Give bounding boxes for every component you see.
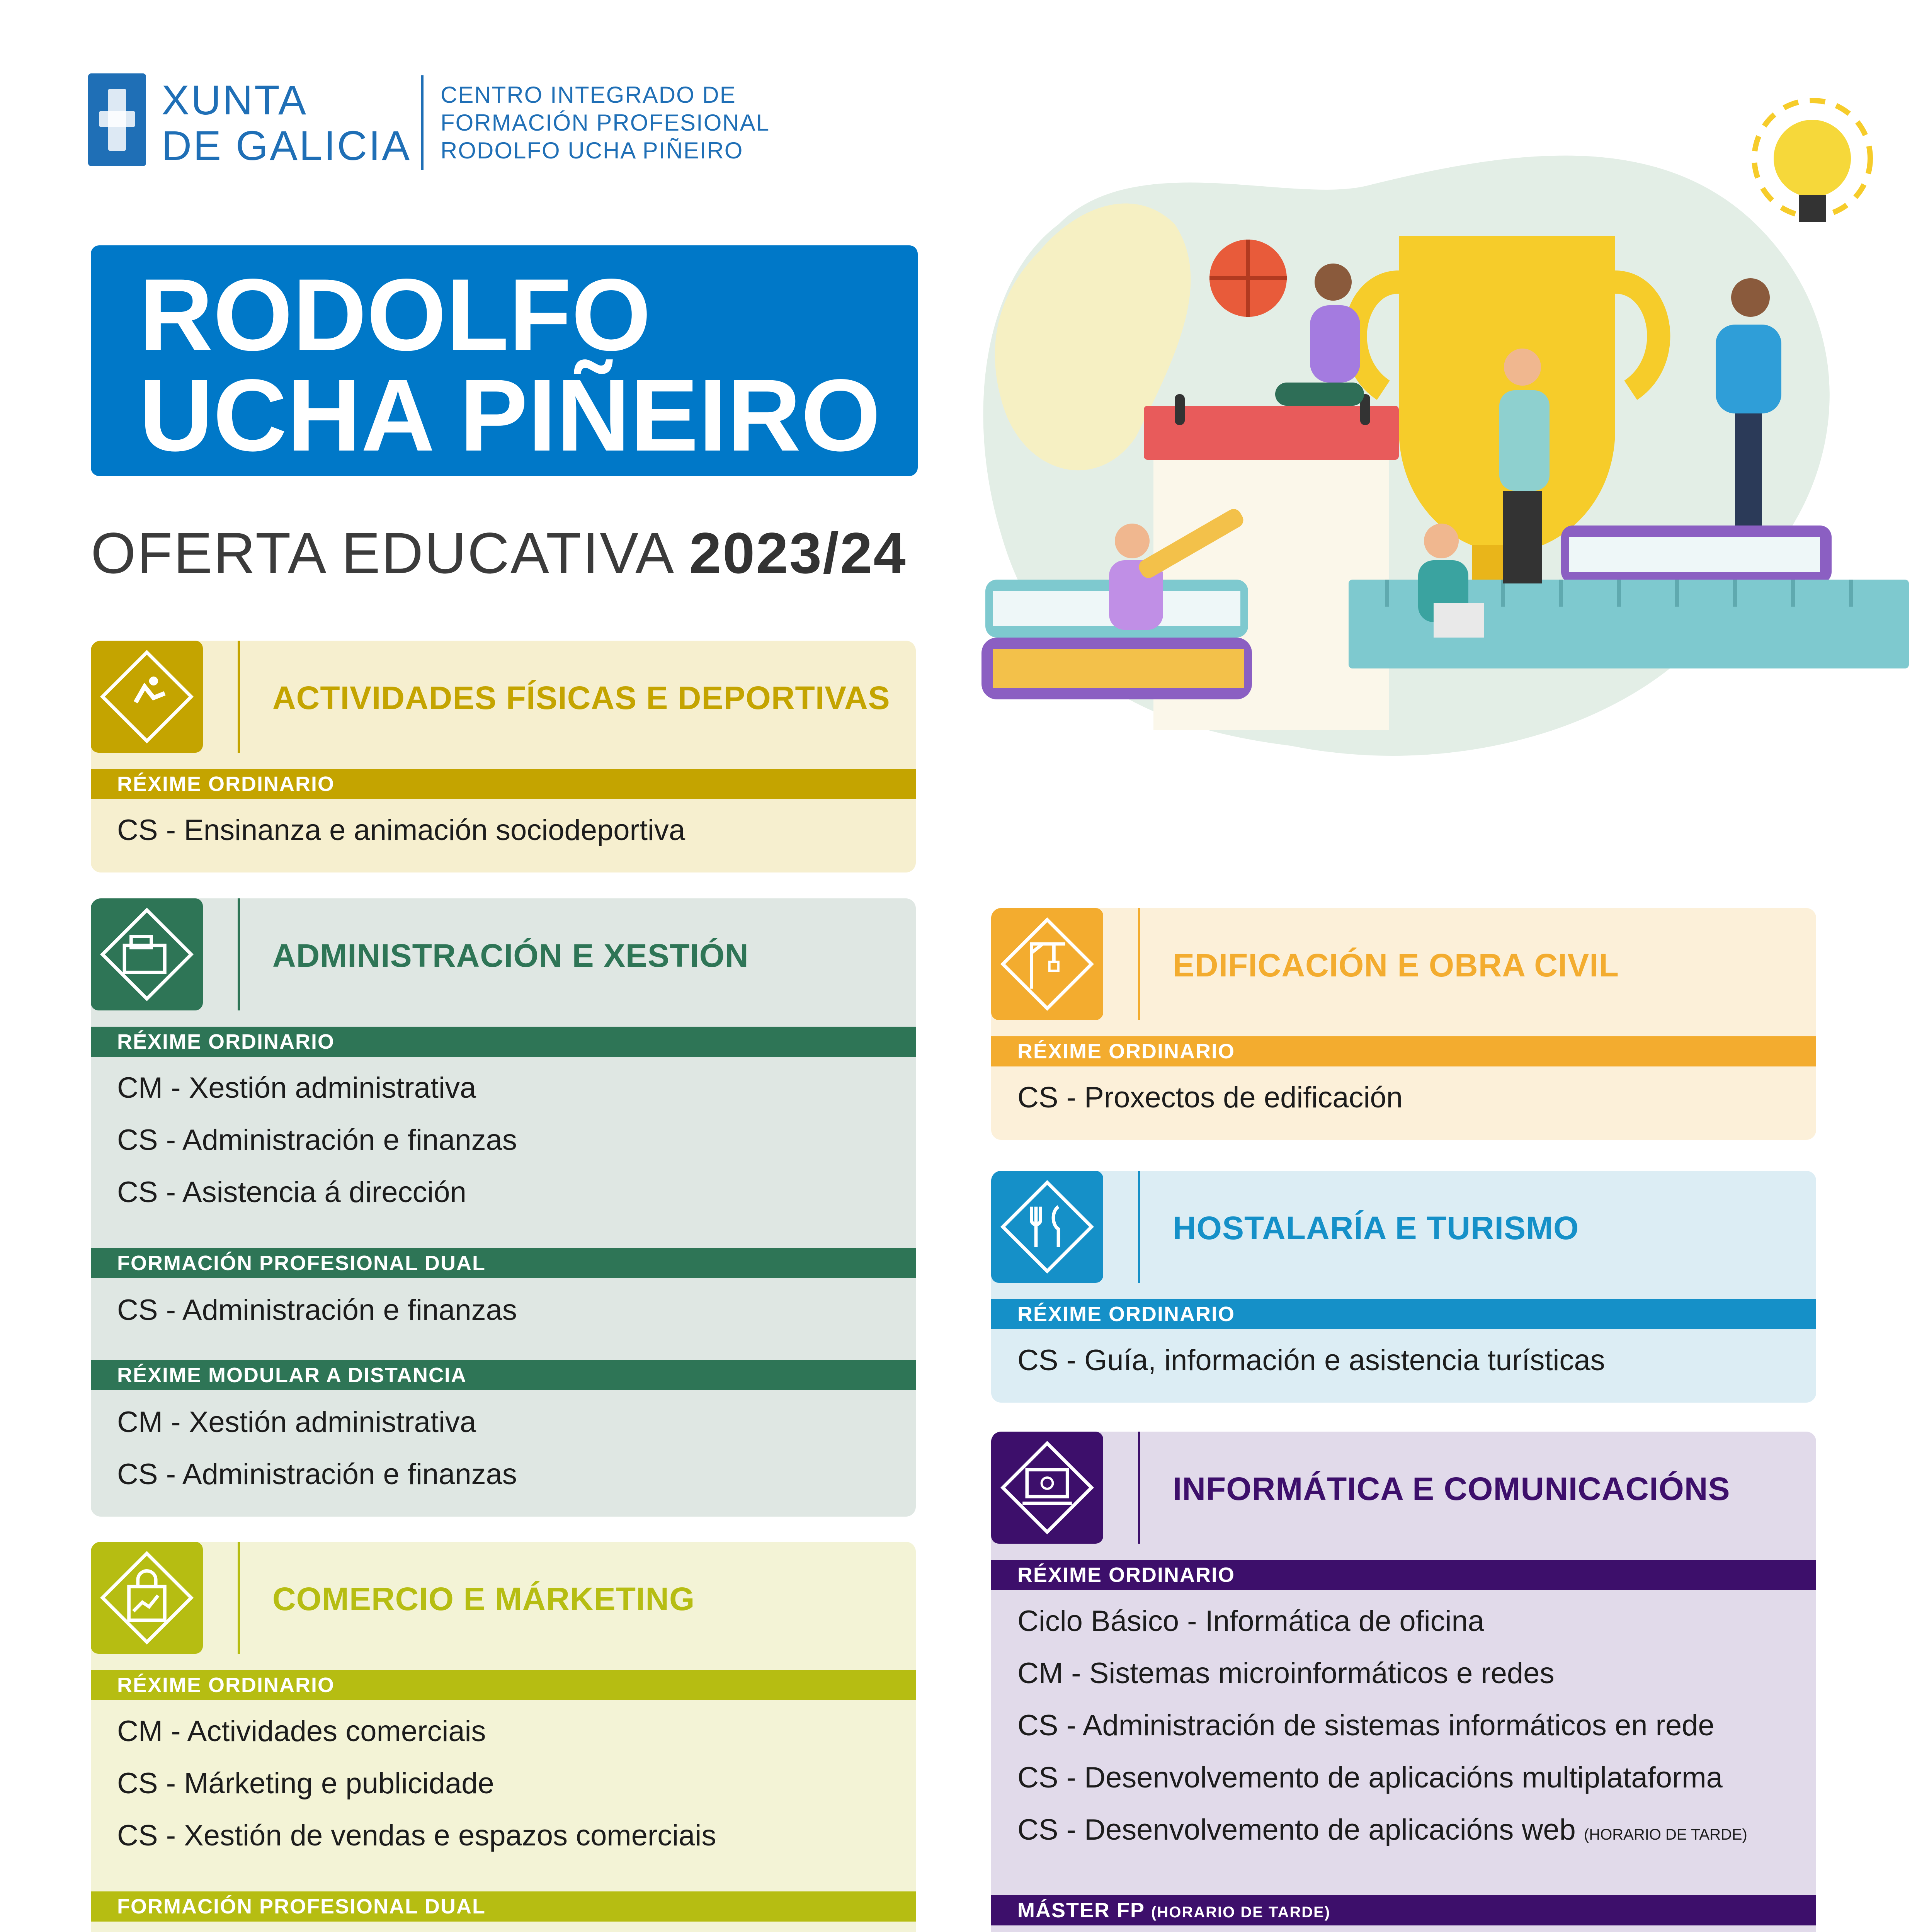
course-item: Ciclo Básico - Informática de oficina — [1017, 1605, 1485, 1638]
computer-icon — [991, 1432, 1103, 1544]
category-card-sport — [91, 641, 916, 872]
course-item: CS - Administración e finanzas — [117, 1294, 517, 1327]
course-item: CS - Desenvolvemento de aplicacións multiplataforma — [1017, 1761, 1723, 1794]
galicia-shield-icon — [88, 73, 146, 166]
category-card-building — [991, 908, 1816, 1140]
course-item: CS - Administración de sistemas informáticos en rede — [1017, 1709, 1715, 1742]
crane-icon — [991, 908, 1103, 1020]
category-card-it — [991, 1432, 1816, 1932]
center-line1: CENTRO INTEGRADO DE — [441, 82, 736, 108]
course-item: CM - Xestión administrativa — [117, 1071, 476, 1104]
regime-label — [991, 1895, 1816, 1925]
center-line2: FORMACIÓN PROFESIONAL — [441, 110, 770, 136]
category-title: COMERCIO E MÁRKETING — [272, 1581, 695, 1617]
offer-heading — [91, 520, 907, 587]
course-note: (HORARIO DE TARDE) — [1584, 1826, 1747, 1843]
offer-year: 2023/24 — [689, 520, 907, 585]
offer-label: OFERTA EDUCATIVA — [91, 520, 672, 585]
category-card-commerce — [91, 1542, 916, 1932]
regime-label: RÉXIME ORDINARIO — [91, 1027, 916, 1057]
shopping-bag-icon — [91, 1542, 203, 1654]
course-item: CS - Guía, información e asistencia turísticas — [1017, 1344, 1605, 1377]
category-card-admin — [91, 898, 916, 1517]
students-illustration — [943, 89, 1909, 842]
category-title: EDIFICACIÓN E OBRA CIVIL — [1173, 947, 1619, 983]
regime-label: RÉXIME ORDINARIO — [91, 1670, 916, 1700]
course-item: CM - Sistemas microinformáticos e redes — [1017, 1657, 1555, 1690]
page-title — [91, 245, 918, 476]
xunta-line2: DE GALICIA — [162, 122, 412, 169]
regime-label-text: MÁSTER FP — [1017, 1899, 1145, 1922]
course-item: CS - Xestión de vendas e espazos comerciais — [117, 1819, 716, 1852]
header-divider — [421, 75, 424, 170]
office-icon — [91, 898, 203, 1010]
regime-label: FORMACIÓN PROFESIONAL DUAL — [91, 1248, 916, 1278]
category-title: INFORMÁTICA E COMUNICACIÓNS — [1173, 1471, 1730, 1507]
regime-label: RÉXIME ORDINARIO — [991, 1299, 1816, 1329]
course-item: CS - Proxectos de edificación — [1017, 1081, 1403, 1114]
course-item: CM - Actividades comerciais — [117, 1715, 486, 1748]
course-item: CS - Asistencia á dirección — [117, 1176, 466, 1209]
course-item — [1017, 1812, 1747, 1852]
category-title: ACTIVIDADES FÍSICAS E DEPORTIVAS — [272, 680, 890, 716]
course-item: CM - Xestión administrativa — [117, 1406, 476, 1439]
category-card-tourism — [991, 1171, 1816, 1403]
cutlery-icon — [991, 1171, 1103, 1283]
regime-label: RÉXIME ORDINARIO — [991, 1036, 1816, 1066]
center-line3: RODOLFO UCHA PIÑEIRO — [441, 138, 743, 163]
center-name — [441, 81, 770, 165]
category-title: HOSTALARÍA E TURISMO — [1173, 1210, 1579, 1246]
course-item: CS - Ensinanza e animación sociodeportiva — [117, 814, 685, 847]
course-item: CS - Márketing e publicidade — [117, 1767, 494, 1800]
regime-label: RÉXIME ORDINARIO — [991, 1560, 1816, 1590]
xunta-logo — [88, 73, 455, 174]
course-item-text: CS - Desenvolvemento de aplicacións web — [1017, 1813, 1576, 1846]
regime-label: RÉXIME ORDINARIO — [91, 769, 916, 799]
regime-label: RÉXIME MODULAR A DISTANCIA — [91, 1360, 916, 1390]
sport-icon — [91, 641, 203, 753]
xunta-line1: XUNTA — [162, 77, 308, 123]
course-item: CS - Administración e finanzas — [117, 1458, 517, 1491]
regime-label: FORMACIÓN PROFESIONAL DUAL — [91, 1891, 916, 1922]
title-line2: UCHA PIÑEIRO — [139, 358, 881, 473]
regime-label-note: (HORARIO DE TARDE) — [1151, 1904, 1331, 1921]
title-line1: RODOLFO — [139, 258, 651, 372]
course-item: CS - Administración e finanzas — [117, 1124, 517, 1156]
category-title: ADMINISTRACIÓN E XESTIÓN — [272, 937, 749, 974]
